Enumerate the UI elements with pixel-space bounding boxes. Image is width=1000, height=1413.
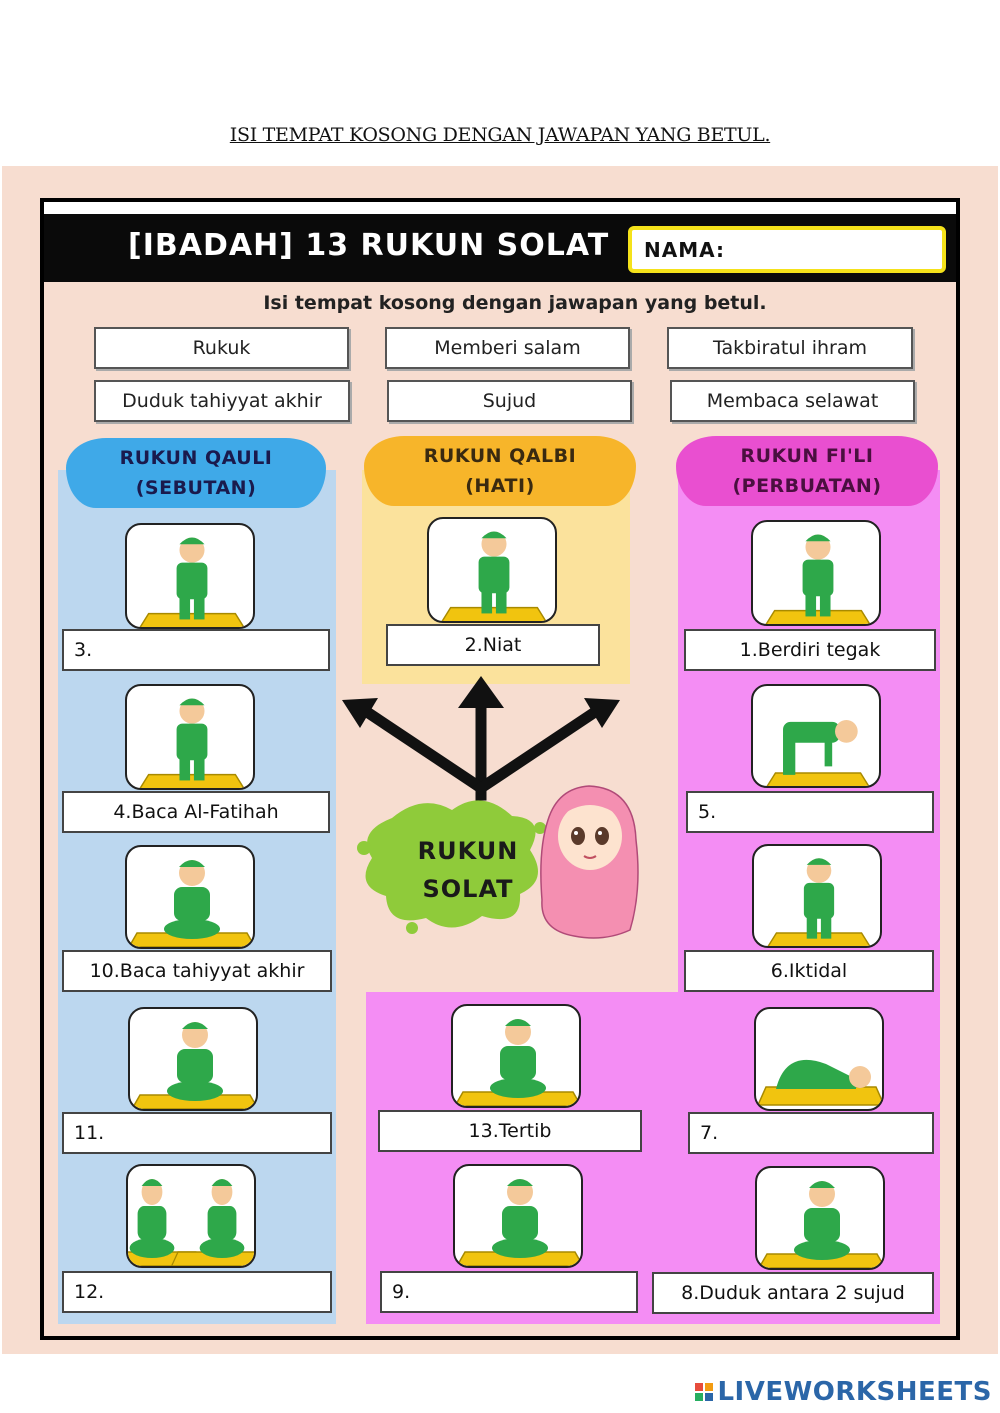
- salam-image: [126, 1164, 256, 1268]
- answer-option[interactable]: Memberi salam: [385, 327, 630, 369]
- blank-12[interactable]: 12.: [62, 1271, 332, 1313]
- fili-banner-line2: (PERBUATAN): [732, 475, 882, 497]
- selawat-image: [128, 1007, 258, 1111]
- fatihah-image: [125, 684, 255, 790]
- watermark-text: LIVEWORKSHEETS: [717, 1377, 992, 1407]
- fili-banner: [676, 436, 938, 506]
- tertib-image: [451, 1004, 581, 1108]
- label-6: 6.Iktidal: [684, 950, 934, 992]
- liveworksheets-logo-icon: [695, 1383, 713, 1401]
- title-bar-top-strip: [44, 202, 956, 214]
- instruction-heading: ISI TEMPAT KOSONG DENGAN JAWAPAN YANG BETUL.: [229, 124, 771, 146]
- niat-image: [427, 517, 557, 623]
- answer-option[interactable]: Rukuk: [94, 327, 349, 369]
- blank-9[interactable]: 9.: [380, 1271, 638, 1313]
- standing-figure-icon: [754, 846, 882, 948]
- answer-option[interactable]: Membaca selawat: [670, 380, 915, 422]
- salam-figures-icon: [128, 1166, 256, 1268]
- qalbi-banner-line2: (HATI): [465, 475, 535, 497]
- prostrating-figure-icon: [756, 1009, 884, 1111]
- label-2: 2.Niat: [386, 624, 600, 666]
- qiyam-image: [125, 523, 255, 629]
- sitting-figure-icon: [130, 1009, 258, 1111]
- qalbi-banner: [364, 436, 636, 506]
- center-label-line2: SOLAT: [422, 875, 514, 903]
- watermark: [695, 1377, 992, 1407]
- worksheet-subtitle: Isi tempat kosong dengan jawapan yang betul.: [263, 292, 767, 314]
- rukuk-image: [751, 684, 881, 788]
- blank-3[interactable]: 3.: [62, 629, 330, 671]
- qauli-banner-line2: (SEBUTAN): [135, 477, 257, 499]
- blank-11[interactable]: 11.: [62, 1112, 332, 1154]
- tahiyyat-image: [125, 845, 255, 949]
- label-4: 4.Baca Al-Fatihah: [62, 791, 330, 833]
- qalbi-banner-line1: RUKUN QALBI: [423, 445, 577, 467]
- sitting-figure-icon: [453, 1006, 581, 1108]
- sitting-figure-icon: [127, 847, 255, 949]
- worksheet-title: [IBADAH] 13 RUKUN SOLAT: [128, 228, 610, 263]
- label-1: 1.Berdiri tegak: [684, 629, 936, 671]
- standing-figure-icon: [753, 522, 881, 626]
- name-label: NAMA:: [644, 238, 725, 262]
- fili-banner-line1: RUKUN FI'LI: [740, 445, 874, 467]
- label-8: 8.Duduk antara 2 sujud: [652, 1272, 934, 1314]
- berdiri-image: [751, 520, 881, 626]
- answer-option[interactable]: Duduk tahiyyat akhir: [94, 380, 350, 422]
- iktidal-image: [752, 844, 882, 948]
- blank-5[interactable]: 5.: [686, 791, 934, 833]
- label-13: 13.Tertib: [378, 1110, 642, 1152]
- qauli-banner-line1: RUKUN QAULI: [119, 447, 273, 469]
- sujud-image: [754, 1007, 884, 1111]
- center-label-line1: RUKUN: [417, 837, 519, 865]
- blank-7[interactable]: 7.: [688, 1112, 934, 1154]
- label-10: 10.Baca tahiyyat akhir: [62, 950, 332, 992]
- answer-option[interactable]: Takbiratul ihram: [667, 327, 913, 369]
- center-label: [398, 832, 538, 908]
- sitting-figure-icon: [455, 1166, 583, 1268]
- qauli-banner: [66, 438, 326, 508]
- tahiyyat-akhir-sit-image: [453, 1164, 583, 1268]
- answer-option[interactable]: Sujud: [387, 380, 632, 422]
- standing-figure-icon: [127, 525, 255, 629]
- standing-figure-icon: [127, 686, 255, 790]
- duduk-antara-image: [755, 1166, 885, 1270]
- girl-hijab-icon: [534, 780, 644, 942]
- bowing-figure-icon: [753, 686, 881, 788]
- sitting-figure-icon: [757, 1168, 885, 1270]
- standing-figure-icon: [429, 519, 557, 623]
